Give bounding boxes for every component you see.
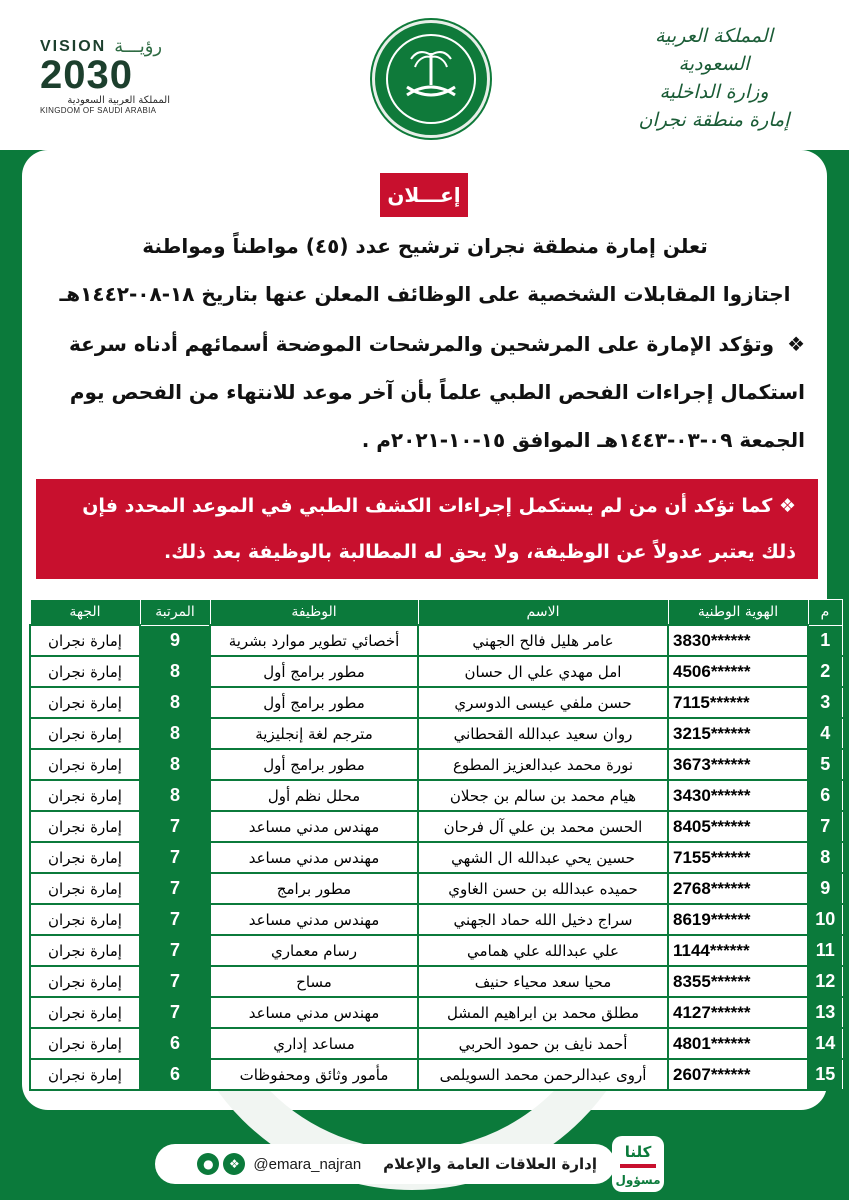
row-national-id: 4506******: [668, 656, 808, 687]
row-index: 14: [808, 1028, 842, 1059]
row-national-id: 7155******: [668, 842, 808, 873]
row-job: رسام معماري: [210, 935, 418, 966]
row-job: مطور برامج أول: [210, 687, 418, 718]
row-name: روان سعيد عبدالله القحطاني: [418, 718, 668, 749]
row-dept: إمارة نجران: [30, 656, 140, 687]
row-dept: إمارة نجران: [30, 1059, 140, 1090]
row-name: حميده عبدالله بن حسن الغاوي: [418, 873, 668, 904]
row-national-id: 3215******: [668, 718, 808, 749]
row-index: 1: [808, 625, 842, 656]
row-dept: إمارة نجران: [30, 718, 140, 749]
vision-kingdom-arabic: المملكة العربية السعودية: [67, 95, 170, 106]
row-name: امل مهدي علي ال حسان: [418, 656, 668, 687]
row-national-id: 7115******: [668, 687, 808, 718]
row-rank: 8: [140, 749, 210, 780]
footer-handle[interactable]: @emara_najran: [253, 1155, 362, 1173]
row-rank: 7: [140, 873, 210, 904]
footer-department: إدارة العلاقات العامة والإعلام: [383, 1155, 597, 1173]
row-dept: إمارة نجران: [30, 811, 140, 842]
row-index: 9: [808, 873, 842, 904]
row-national-id: 2768******: [668, 873, 808, 904]
row-dept: إمارة نجران: [30, 749, 140, 780]
warning-box: [36, 479, 818, 579]
vision-arabic: رؤيـــة: [114, 36, 163, 56]
row-rank: 8: [140, 687, 210, 718]
table-row: [30, 842, 842, 873]
vision-word: VISION: [40, 37, 107, 55]
warning-text: كما تؤكد أن من لم يستكمل إجراءات الكشف الطبي في الموعد المحدد فإن ذلك يعتبر عدولاً عن الوظيفة، ولا يحق له المطالبة بالوظيفة بعد ذلك.: [82, 495, 796, 563]
row-national-id: 3673******: [668, 749, 808, 780]
table-row: [30, 873, 842, 904]
row-index: 10: [808, 904, 842, 935]
row-index: 3: [808, 687, 842, 718]
table-row: [30, 718, 842, 749]
row-national-id: 3430******: [668, 780, 808, 811]
row-job: مهندس مدني مساعد: [210, 842, 418, 873]
row-name: علي عبدالله علي همامي: [418, 935, 668, 966]
row-dept: إمارة نجران: [30, 1028, 140, 1059]
header-job: الوظيفة: [210, 600, 418, 626]
row-national-id: 1144******: [668, 935, 808, 966]
row-rank: 8: [140, 780, 210, 811]
row-dept: إمارة نجران: [30, 873, 140, 904]
row-name: هيام محمد بن سالم بن جحلان: [418, 780, 668, 811]
bullet-icon: ❖: [778, 495, 796, 517]
header-nid: الهوية الوطنية: [668, 600, 808, 626]
table-row: [30, 780, 842, 811]
row-dept: إمارة نجران: [30, 904, 140, 935]
ministry-line: وزارة الداخلية: [659, 81, 769, 103]
row-national-id: 3830******: [668, 625, 808, 656]
row-job: محلل نظم أول: [210, 780, 418, 811]
row-national-id: 4801******: [668, 1028, 808, 1059]
row-rank: 7: [140, 966, 210, 997]
header-rank: المرتبة: [140, 600, 210, 626]
row-name: محيا سعد محياء حنيف: [418, 966, 668, 997]
row-name: نورة محمد عبدالعزيز المطوع: [418, 749, 668, 780]
row-index: 8: [808, 842, 842, 873]
row-index: 11: [808, 935, 842, 966]
row-dept: إمارة نجران: [30, 935, 140, 966]
row-rank: 8: [140, 656, 210, 687]
row-name: حسن ملفي عيسى الدوسري: [418, 687, 668, 718]
row-national-id: 8619******: [668, 904, 808, 935]
ministry-logo: [619, 22, 809, 134]
row-job: مترجم لغة إنجليزية: [210, 718, 418, 749]
row-index: 5: [808, 749, 842, 780]
row-dept: إمارة نجران: [30, 997, 140, 1028]
row-rank: 7: [140, 811, 210, 842]
row-rank: 7: [140, 997, 210, 1028]
row-job: مساح: [210, 966, 418, 997]
row-job: مطور برامج: [210, 873, 418, 904]
row-index: 4: [808, 718, 842, 749]
row-index: 7: [808, 811, 842, 842]
footer-bar: [155, 1144, 615, 1184]
row-job: مطور برامج أول: [210, 749, 418, 780]
row-name: عامر هليل فالح الجهني: [418, 625, 668, 656]
announcement-paragraph: [45, 320, 805, 464]
table-row: [30, 1059, 842, 1090]
row-name: حسين يحي عبدالله ال الشهي: [418, 842, 668, 873]
table-row: [30, 811, 842, 842]
table-row: [30, 625, 842, 656]
row-job: مهندس مدني مساعد: [210, 811, 418, 842]
announcement-title: إعـــلان: [380, 173, 468, 217]
row-job: مهندس مدني مساعد: [210, 904, 418, 935]
header: [0, 0, 849, 150]
paragraph-text: وتؤكد الإمارة على المرشحين والمرشحات الموضحة أسمائهم أدناه سرعة استكمال إجراءات الفحص الطبي علماً بأن آخر موعد للانتهاء من الفحص يوم الجمعة ٠٩-٠٣-١٤٤٣هـ الموافق ١٥-١٠-٢٠٢١م .: [69, 332, 805, 452]
announcement-line-1: تعلن إمارة منطقة نجران ترشيح عدد (٤٥) مواطناً ومواطنة: [142, 234, 708, 258]
row-dept: إمارة نجران: [30, 625, 140, 656]
vision-year: 2030: [40, 53, 133, 97]
row-national-id: 8355******: [668, 966, 808, 997]
row-rank: 8: [140, 718, 210, 749]
row-index: 15: [808, 1059, 842, 1090]
table-row: [30, 1028, 842, 1059]
vision-kingdom-english: KINGDOM OF SAUDI ARABIA: [40, 106, 157, 115]
row-dept: إمارة نجران: [30, 780, 140, 811]
row-name: أحمد نايف بن حمود الحربي: [418, 1028, 668, 1059]
table-header-row: [30, 600, 842, 626]
row-index: 13: [808, 997, 842, 1028]
header-name: الاسم: [418, 600, 668, 626]
row-rank: 7: [140, 904, 210, 935]
row-job: مطور برامج أول: [210, 656, 418, 687]
kulna-masool-badge: [612, 1136, 664, 1192]
row-rank: 7: [140, 935, 210, 966]
row-job: مهندس مدني مساعد: [210, 997, 418, 1028]
row-dept: إمارة نجران: [30, 842, 140, 873]
snapchat-icon[interactable]: ●: [197, 1153, 219, 1175]
bullet-icon: ❖: [787, 332, 805, 356]
row-rank: 7: [140, 842, 210, 873]
header-dept: الجهة: [30, 600, 140, 626]
badge-top: كلنا: [624, 1143, 652, 1161]
badge-divider: [620, 1164, 656, 1168]
row-job: مساعد إداري: [210, 1028, 418, 1059]
table-row: [30, 904, 842, 935]
row-job: أخصائي تطوير موارد بشرية: [210, 625, 418, 656]
row-name: سراج دخيل الله حماد الجهني: [418, 904, 668, 935]
row-index: 12: [808, 966, 842, 997]
row-rank: 9: [140, 625, 210, 656]
row-index: 2: [808, 656, 842, 687]
ministry-line: المملكة العربية السعودية: [655, 25, 773, 75]
saudi-emblem: [372, 20, 490, 138]
row-index: 6: [808, 780, 842, 811]
row-rank: 6: [140, 1059, 210, 1090]
row-job: مأمور وثائق ومحفوظات: [210, 1059, 418, 1090]
row-national-id: 8405******: [668, 811, 808, 842]
table-row: [30, 687, 842, 718]
row-national-id: 2607******: [668, 1059, 808, 1090]
row-national-id: 4127******: [668, 997, 808, 1028]
row-name: الحسن محمد بن علي آل فرحان: [418, 811, 668, 842]
row-name: مطلق محمد بن ابراهيم المشل: [418, 997, 668, 1028]
candidates-table: [29, 599, 843, 1091]
row-dept: إمارة نجران: [30, 687, 140, 718]
emblem-icon: [375, 23, 487, 135]
row-dept: إمارة نجران: [30, 966, 140, 997]
table-row: [30, 997, 842, 1028]
table-row: [30, 656, 842, 687]
table-row: [30, 966, 842, 997]
row-rank: 6: [140, 1028, 210, 1059]
vision-2030-logo: [40, 36, 190, 136]
row-name: أروى عبدالرحمن محمد السويلمى: [418, 1059, 668, 1090]
announcement-line-2: اجتازوا المقابلات الشخصية على الوظائف المعلن عنها بتاريخ ١٨-٠٨-١٤٤٢هـ: [59, 282, 791, 306]
badge-bottom: مسؤول: [615, 1173, 661, 1187]
table-row: [30, 749, 842, 780]
twitter-icon[interactable]: ❖: [223, 1153, 245, 1175]
ministry-line: إمارة منطقة نجران: [638, 109, 790, 131]
table-row: [30, 935, 842, 966]
header-idx: م: [808, 600, 842, 626]
social-icons: [197, 1153, 245, 1175]
